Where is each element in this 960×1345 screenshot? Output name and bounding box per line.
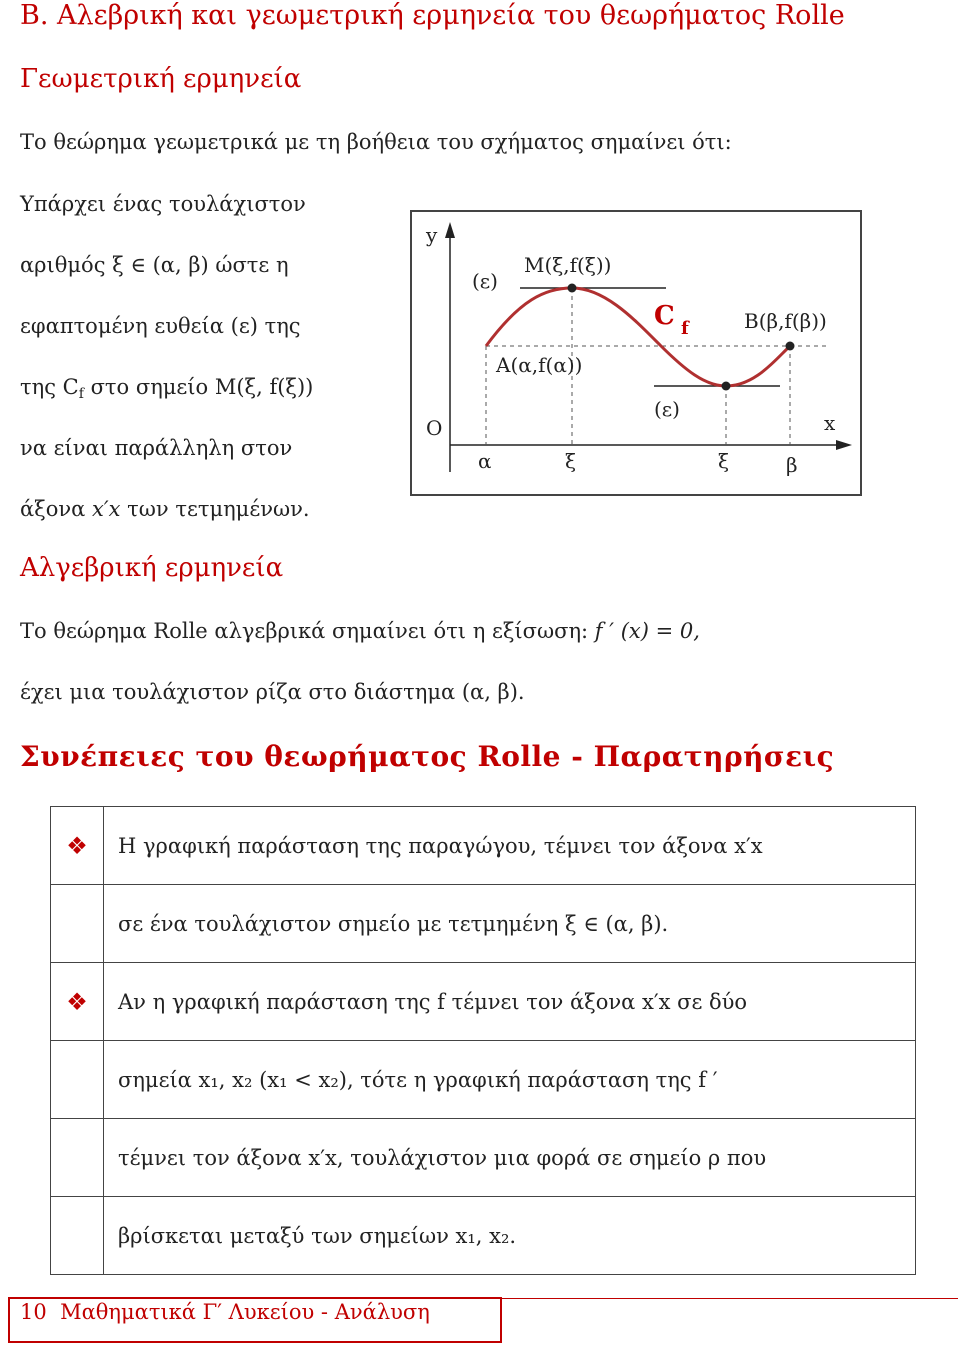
table-row [51,963,916,1041]
point-M [568,284,577,293]
eps-left-label: (ε) [472,269,498,293]
tick-alpha: α [478,449,492,473]
consequences-heading: Συνέπειες του θεωρήματος Rolle - Παρατηρήσεις [20,740,835,773]
consequence-text: σημεία x₁, x₂ (x₁ < x₂), τότε η γραφική παράσταση της f ′ [104,1041,916,1119]
consequence-text: Αν η γραφική παράσταση της f τέμνει τον άξονα x′x σε δύο [104,963,916,1041]
page-number: 10 [20,1300,47,1324]
C-sub-label: f [681,318,689,339]
geometric-line-4 [20,375,313,402]
geometric-line-6 [20,497,310,521]
table-row [51,885,916,963]
tick-xi-2: ξ [718,449,730,473]
y-axis-label: y [426,223,438,247]
consequence-text: Η γραφική παράσταση της παραγώγου, τέμνει τον άξονα x′x [104,807,916,885]
C-label: C [654,301,675,331]
footer [20,1300,430,1324]
geometric-line-6-a: άξονα [20,497,93,521]
geometric-line-4-a: της C [20,375,79,399]
algebraic-line-1-math: f ′ (x) = 0, [594,619,700,643]
consequences-table [50,806,916,1275]
geometric-line-2: αριθμός ξ ∈ (α, β) ώστε η [20,253,289,277]
page-title: Β. Αλεβρική και γεωμετρική ερμηνεία του θεωρήματος Rolle [20,0,845,31]
table-row [51,1119,916,1197]
geometric-line-6-math: x′x [92,497,121,521]
footer-rule [498,1298,958,1299]
point-B [786,342,795,351]
geometric-intro: Το θεώρημα γεωμετρικά με τη βοήθεια του σχήματος σημαίνει ότι: [20,130,732,154]
tick-xi-1: ξ [565,449,577,473]
consequence-text: σε ένα τουλάχιστον σημείο με τετμημένη ξ ∈ (α, β). [104,885,916,963]
rolle-figure [410,210,862,496]
table-row [51,1197,916,1275]
point-min [722,382,731,391]
geometric-line-1: Υπάρχει ένας τουλάχιστον [20,192,306,216]
consequence-text: τέμνει τον άξονα x′x, τουλάχιστον μια φορά σε σημείο ρ που [104,1119,916,1197]
table-row [51,807,916,885]
algebraic-line-2: έχει μια τουλάχιστον ρίζα στο διάστημα (α, β). [20,680,525,704]
algebraic-line-1-a: Το θεώρημα Rolle αλγεβρικά σημαίνει ότι η εξίσωση: [20,619,595,643]
A-label: A(α,f(α)) [496,353,583,377]
geometric-line-3: εφαπτομένη ευθεία (ε) της [20,314,301,338]
x-axis-label: x [824,411,836,435]
diamond-bullet-icon: ❖ [66,831,88,860]
algebraic-heading: Αλγεβρική ερμηνεία [20,553,284,583]
geometric-line-5: να είναι παράλληλη στον [20,436,293,460]
M-label: M(ξ,f(ξ)) [524,253,612,277]
footer-title: Μαθηματικά Γ′ Λυκείου - Ανάλυση [60,1300,430,1324]
tick-beta: β [786,453,798,477]
geometric-line-4-b: στο σημείο M(ξ, f(ξ)) [83,375,314,399]
B-label: B(β,f(β)) [744,309,827,333]
algebraic-line-1 [20,619,700,643]
geometric-heading: Γεωμετρική ερμηνεία [20,64,302,94]
geometric-line-4-sub: f [78,386,84,402]
diamond-bullet-icon: ❖ [66,987,88,1016]
table-row [51,1041,916,1119]
eps-right-label: (ε) [654,397,680,421]
geometric-line-6-b: των τετμημένων. [120,497,310,521]
origin-label: O [426,416,443,440]
consequence-text: βρίσκεται μεταξύ των σημείων x₁, x₂. [104,1197,916,1275]
